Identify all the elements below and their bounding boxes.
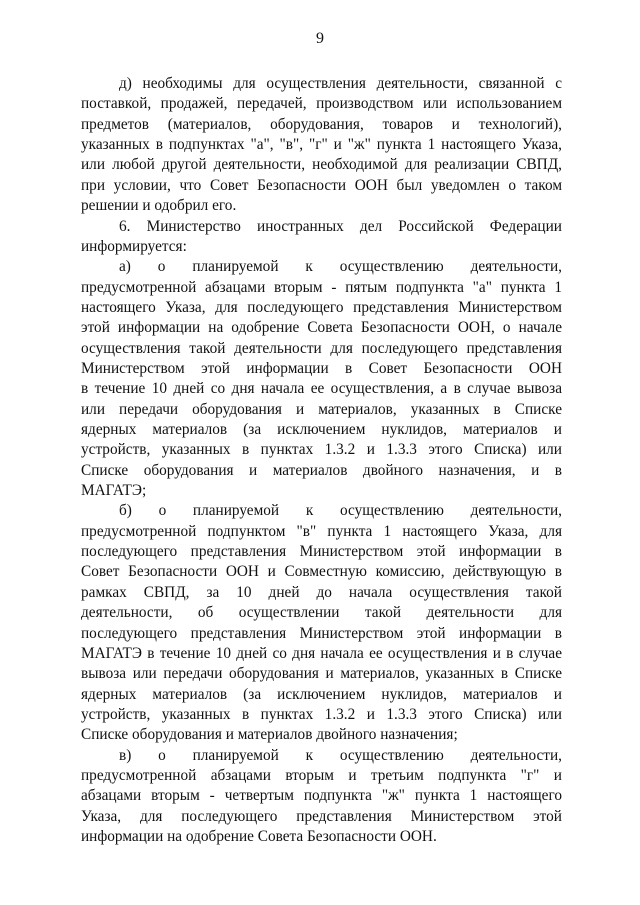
text-line: последующего представления Министерством этой информации в xyxy=(81,624,562,642)
text-line: решении и одобрил его. xyxy=(81,197,237,215)
text-line: устройств, указанных в пунктах 1.3.2 и 1.3.3 этого Списка) или xyxy=(81,441,562,459)
text-line: этой информации на одобрение Совета Безопасности ООН, о начале xyxy=(81,319,562,337)
text-line: устройств, указанных в пунктах 1.3.2 и 1.3.3 этого Списка) или xyxy=(81,705,562,723)
text-line: последующего представления Министерством этой информации в xyxy=(81,543,562,560)
text-line: МАГАТЭ; xyxy=(81,482,147,499)
text-line: д) необходимы для осуществления деятельности, связанной с xyxy=(119,75,562,92)
text-line: при условии, что Совет Безопасности ООН был уведомлен о таком xyxy=(81,176,562,194)
text-line: деятельности, об осуществлении такой деятельности для xyxy=(81,604,562,622)
text-line: МАГАТЭ в течение 10 дней со дня начала ее осуществления и в случае xyxy=(81,644,562,662)
text-line: осуществления такой деятельности для последующего представления xyxy=(81,339,562,357)
text-line: Указа, для последующего представления Министерством этой xyxy=(81,807,562,825)
text-line: предусмотренной абзацами вторым и третьим подпункта "г" и xyxy=(81,766,562,784)
text-line: Совет Безопасности ООН и Совместную комиссию, действующую в xyxy=(81,563,562,581)
text-line: Списке оборудования и материалов двойного назначения; xyxy=(81,726,458,744)
text-line: информации на одобрение Совета Безопасности ООН. xyxy=(81,828,437,845)
text-line: б) о планируемой к осуществлению деятельности, xyxy=(119,502,562,520)
text-line: в течение 10 дней со дня начала ее осуществления, а в случае вывоза xyxy=(81,380,562,398)
text-line: предметов (материалов, оборудования, товаров и технологий), xyxy=(81,115,562,133)
text-line: 6. Министерство иностранных дел Российской Федерации xyxy=(119,217,562,235)
text-line: предусмотренной абзацами вторым - пятым подпункта "а" пункта 1 xyxy=(81,278,562,296)
text-line: вывоза или передачи оборудования и материалов, указанных в Списке xyxy=(81,665,562,683)
text-line: Министерством этой информации в Совет Безопасности ООН xyxy=(81,359,562,377)
text-line: ядерных материалов (за исключением нуклидов, материалов и xyxy=(81,421,562,438)
text-line: в) о планируемой к осуществлению деятельности, xyxy=(119,746,562,764)
text-line: ядерных материалов (за исключением нуклидов, материалов и xyxy=(81,685,562,703)
text-line: или любой другой деятельности, необходимой для реализации СВПД, xyxy=(81,156,562,174)
text-line: или передачи оборудования и материалов, указанных в Списке xyxy=(81,400,562,418)
text-line: рамках СВПД, за 10 дней до начала осуществления такой xyxy=(81,583,562,601)
text-line: предусмотренной подпунктом "в" пункта 1 настоящего Указа, для xyxy=(81,522,562,540)
text-line: абзацами вторым - четвертым подпункта "ж" пункта 1 настоящего xyxy=(81,787,562,805)
text-line: поставкой, продажей, передачей, производством или использованием xyxy=(81,95,562,113)
text-line: Списке оборудования и материалов двойного назначения, и в xyxy=(81,461,562,479)
text-line: настоящего Указа, для последующего представления Министерством xyxy=(81,298,562,316)
text-line: а) о планируемой к осуществлению деятельности, xyxy=(119,258,562,276)
page-number: 9 xyxy=(316,30,324,47)
text-line: информируется: xyxy=(81,237,187,255)
text-line: указанных в подпунктах "а", "в", "г" и "ж" пункта 1 настоящего Указа, xyxy=(81,136,562,154)
